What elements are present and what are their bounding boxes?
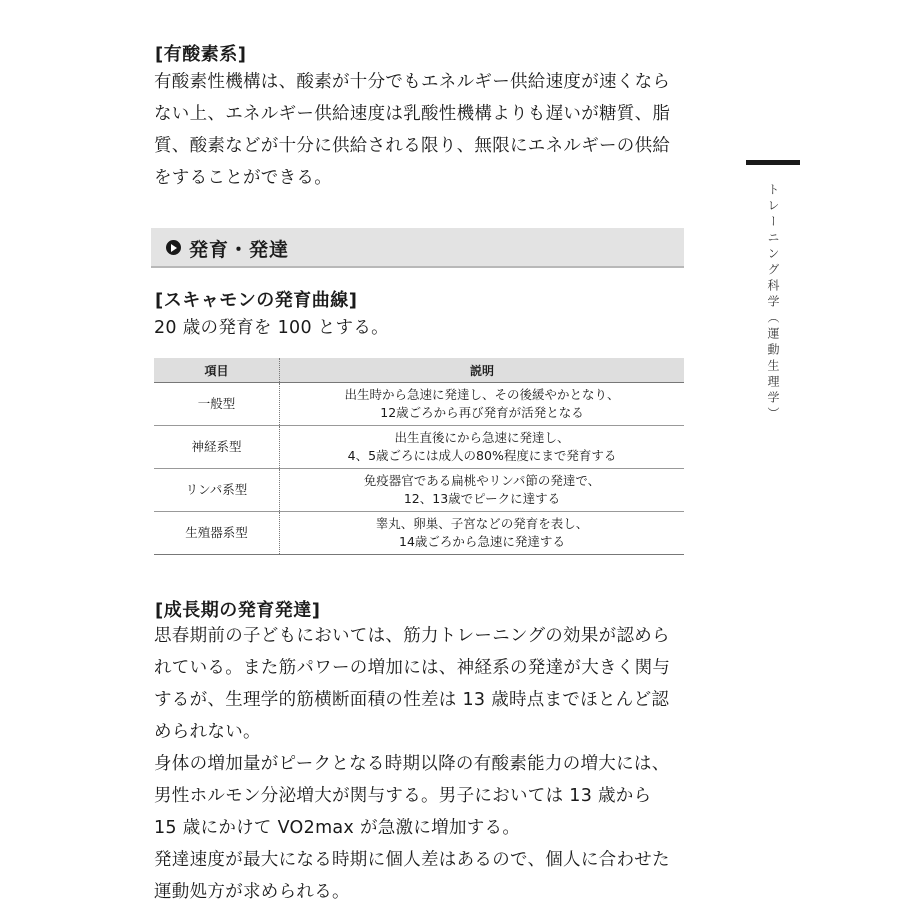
type-name: 神経系型: [154, 426, 280, 469]
text-line: められない。: [154, 722, 261, 742]
table-row: [154, 426, 684, 469]
type-name: 生殖器系型: [154, 512, 280, 555]
text-line: ない上、エネルギー供給速度は乳酸性機構よりも遅いが糖質、脂: [154, 104, 671, 124]
desc-line: 出生時から急速に発達し、その後緩やかとなり、: [344, 387, 620, 402]
text-line: れている。また筋パワーの増加には、神経系の発達が大きく関与: [154, 658, 671, 678]
section-header: [151, 228, 684, 268]
type-description: [280, 383, 685, 426]
desc-line: 睾丸、卵巣、子宮などの発育を表し、: [375, 516, 589, 531]
scammon-heading: [スキャモンの発育曲線]: [155, 290, 358, 311]
type-description: [280, 426, 685, 469]
text-line: 運動処方が求められる。: [154, 882, 350, 902]
desc-line: 14歳ごろから急速に発達する: [399, 534, 565, 549]
text-line: 男性ホルモン分泌増大が関与する。男子においては 13 歳から: [154, 786, 652, 806]
growth-paragraph: [154, 620, 694, 908]
column-header: 説明: [280, 358, 685, 383]
chapter-side-label: トレーニング科学（運動生理学）: [766, 183, 780, 423]
growth-heading: [成長期の発育発達]: [155, 600, 321, 621]
aerobic-heading: [有酸素系]: [155, 44, 247, 65]
desc-line: 出生直後にから急速に発達し、: [394, 430, 570, 445]
text-line: 質、酸素などが十分に供給される限り、無限にエネルギーの供給: [154, 136, 671, 156]
type-description: [280, 469, 685, 512]
desc-line: 12歳ごろから再び発育が活発となる: [380, 405, 584, 420]
text-line: 発達速度が最大になる時期に個人差はあるので、個人に合わせた: [154, 850, 670, 870]
chapter-tab-rule: [746, 160, 800, 165]
text-line: 思春期前の子どもにおいては、筋力トレーニングの効果が認めら: [154, 626, 670, 646]
type-name: リンパ系型: [154, 469, 280, 512]
text-line: 身体の増加量がピークとなる時期以降の有酸素能力の増大には、: [154, 754, 670, 774]
scammon-subtitle: [154, 312, 694, 344]
text-line: 15 歳にかけて VO2max が急激に増加する。: [154, 818, 521, 838]
desc-line: 12、13歳でピークに達する: [403, 491, 561, 506]
text-line: 20 歳の発育を 100 とする。: [154, 318, 389, 338]
desc-line: 免疫器官である扁桃やリンパ節の発達で、: [363, 473, 601, 488]
type-name: 一般型: [154, 383, 280, 426]
growth-type-table: [154, 358, 684, 555]
text-line: するが、生理学的筋横断面積の性差は 13 歳時点までほとんど認: [154, 690, 670, 710]
text-line: をすることができる。: [154, 168, 332, 188]
table-row: [154, 512, 684, 555]
desc-line: 4、5歳ごろには成人の80%程度にまで発育する: [347, 448, 617, 463]
type-description: [280, 512, 685, 555]
play-circle-icon: [166, 240, 181, 255]
table-row: [154, 383, 684, 426]
section-title: 発育・発達: [189, 239, 290, 261]
table-header-row: [154, 358, 684, 383]
text-line: 有酸素性機構は、酸素が十分でもエネルギー供給速度が速くなら: [154, 72, 671, 92]
aerobic-paragraph: [154, 66, 694, 194]
table-row: [154, 469, 684, 512]
column-header: 項目: [154, 358, 280, 383]
